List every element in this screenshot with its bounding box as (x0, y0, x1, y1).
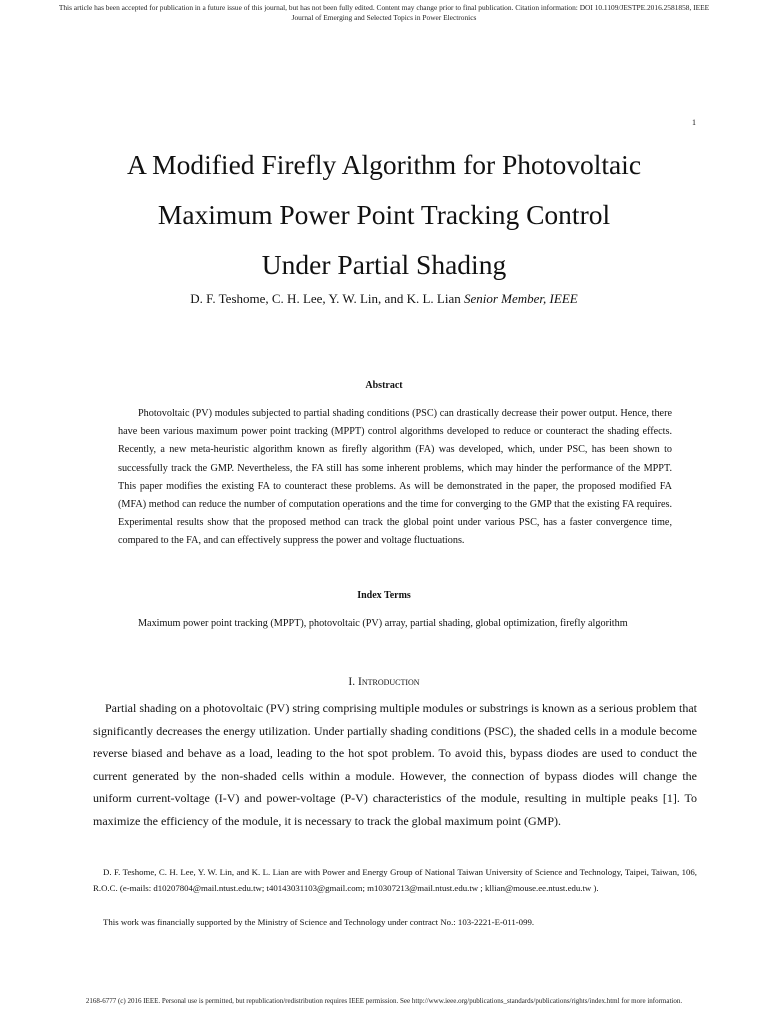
funding-footnote: This work was financially supported by the Ministry of Science and Technology under contract No.: 103-2221-E-011-099. (103, 917, 535, 927)
journal-header (0, 3, 768, 23)
introduction-text: Partial shading on a photovoltaic (PV) string comprising multiple modules or substrings is known as a serious problem that significantly decreases the energy utilization. Under partially shading conditions (PSC), the shaded cells in a module become reverse biased and behave as a load, leading to the hot spot problem. To avoid this, bypass diodes are used to conduct the current generated by the non-shaded cells within a module. However, the connection of bypass diodes will change the uniform current-voltage (I-V) and power-voltage (P-V) characteristics of the module, resulting in multiple peaks [1]. To maximize the efficiency of the module, it is necessary to track the global maximum point (GMP). (93, 701, 697, 828)
abstract-text: Photovoltaic (PV) modules subjected to partial shading conditions (PSC) can drastically decrease their power output. Hence, there have been various maximum power point tracking (MPPT) control algorithms developed to reduce or counteract the shading effects. Recently, a new meta-heuristic algorithm known as firefly algorithm (FA) was developed, which, under PSC, has been shown to successfully track the GMP. Nevertheless, the FA still has some inherent problems, which may hinder the performance of the MPPT. This paper modifies the existing FA to counteract these problems. As will be demonstrated in the paper, the proposed modified FA (MFA) method can reduce the number of computation operations and the time for converging to the GMP that the existing FA requires. Experimental results show that the proposed method can track the global point under various PSC, has a faster convergence time, compared to the FA, and can effectively suppress the power and voltage fluctuations. (118, 408, 672, 547)
paper-title (60, 140, 708, 290)
header-notice-line1: This article has been accepted for publication in a future issue of this journal, but has not been fully edited. Content may change prior to final publication. Citation information: DOI 10.1109/JESTPE.2016.2581858, IEEE (58, 3, 710, 12)
section-title: Introduction (357, 676, 420, 688)
author-list (60, 291, 708, 307)
author-role: Senior Member, IEEE (463, 291, 578, 306)
introduction-heading (60, 675, 708, 689)
author-names: D. F. Teshome, C. H. Lee, Y. W. Lin, and K. L. Lian (190, 291, 461, 306)
title-line-2: Maximum Power Point Tracking Control (157, 199, 611, 230)
index-terms-text: Maximum power point tracking (MPPT), photovoltaic (PV) array, partial shading, global optimization, firefly algorithm (138, 618, 628, 629)
affiliation-footnote: D. F. Teshome, C. H. Lee, Y. W. Lin, and K. L. Lian are with Power and Energy Group of National Taiwan University of Science and Technology, Taipei, Taiwan, 106, R.O.C. (e-mails: d10207804@mail.ntust.edu.tw; t40143031103@gmail.com; m10307213@mail.ntust.edu.tw ; kllian@mouse.ee.ntust.edu.tw ). (93, 867, 697, 893)
copyright-footer: 2168-6777 (c) 2016 IEEE. Personal use is permitted, but republication/redistribution requires IEEE permission. See http://www.ieee.org/publications_standards/publications/rights/index.html for more information. (85, 997, 683, 1005)
page-number: 1 (692, 118, 696, 127)
abstract-heading: Abstract (365, 380, 403, 391)
title-line-3: Under Partial Shading (261, 249, 507, 280)
section-numeral: I. (348, 676, 356, 688)
index-terms-heading: Index Terms (357, 590, 411, 601)
title-line-1: A Modified Firefly Algorithm for Photovoltaic (126, 149, 642, 180)
header-notice-line2: Journal of Emerging and Selected Topics in Power Electronics (291, 13, 477, 22)
